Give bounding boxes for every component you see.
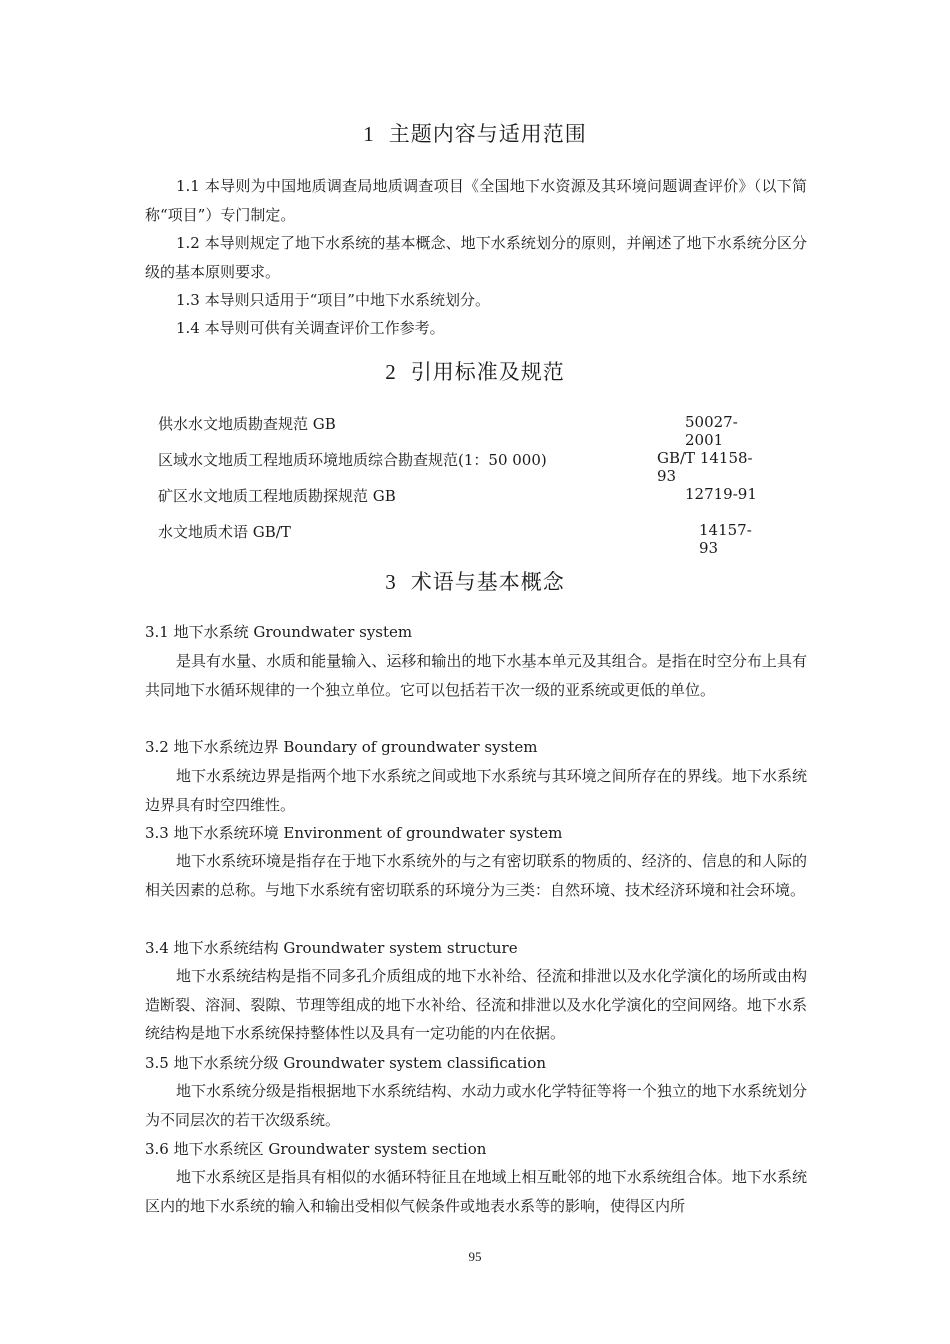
reference-code: 12719-91 [685, 485, 757, 503]
section-2-number: 2 [385, 360, 397, 384]
reference-row [158, 413, 768, 449]
term-text-3-6: 地下水系统区是指具有相似的水循环特征且在地域上相互毗邻的地下水系统组合体。地下水系统区内的地下水系统的输入和输出受相似气候条件或地表水系等的影响，使得区内所 [145, 1168, 807, 1215]
reference-name: 区域水文地质工程地质环境地质综合勘查规范(1：50 000) [158, 451, 547, 469]
reference-code: 14157-93 [699, 521, 752, 557]
paragraph-1-1: 1.1 本导则为中国地质调查局地质调查项目《全国地下水资源及其环境问题调查评价》（以下简称“项目”）专门制定。 [145, 177, 807, 224]
term-text-3-3: 地下水系统环境是指存在于地下水系统外的与之有密切联系的物质的、经济的、信息的和人际的相关因素的总称。与地下水系统有密切联系的环境分为三类：自然环境、技术经济环境和社会环境。 [145, 852, 807, 899]
term-text-3-2: 地下水系统边界是指两个地下水系统之间或地下水系统与其环境之间所存在的界线。地下水系统边界具有时空四维性。 [145, 767, 807, 814]
term-heading-3-1: 3.1 地下水系统 Groundwater system [145, 623, 413, 641]
term-heading-3-3: 3.3 地下水系统环境 Environment of groundwater system [145, 824, 563, 842]
term-text-3-1: 是具有水量、水质和能量输入、运移和输出的地下水基本单元及其组合。是指在时空分布上具有共同地下水循环规律的一个独立单位。它可以包括若干次一级的亚系统或更低的单位。 [145, 652, 807, 699]
term-heading-3-5: 3.5 地下水系统分级 Groundwater system classification [145, 1054, 547, 1072]
section-3-number: 3 [385, 570, 397, 594]
page-number: 95 [468, 1249, 482, 1264]
paragraph-1-4: 1.4 本导则可供有关调查评价工作参考。 [176, 319, 445, 337]
term-heading-3-2: 3.2 地下水系统边界 Boundary of groundwater system [145, 738, 538, 756]
section-1-title: 主题内容与适用范围 [388, 122, 587, 146]
section-1-heading [0, 118, 950, 148]
section-3-title: 术语与基本概念 [410, 570, 565, 594]
section-2-heading [0, 356, 950, 386]
reference-code: GB/T 14158-93 [657, 449, 753, 485]
reference-name: 水文地质术语 GB/T [158, 523, 291, 541]
section-1-number: 1 [363, 122, 375, 146]
section-2-title: 引用标准及规范 [410, 360, 565, 384]
reference-row [158, 449, 768, 485]
term-heading-3-4: 3.4 地下水系统结构 Groundwater system structure [145, 939, 518, 957]
paragraph-1-2: 1.2 本导则规定了地下水系统的基本概念、地下水系统划分的原则，并阐述了地下水系统分区分级的基本原则要求。 [145, 234, 807, 281]
reference-name: 矿区水文地质工程地质勘探规范 GB [158, 487, 396, 505]
reference-row [158, 485, 768, 507]
reference-row [158, 521, 768, 557]
term-text-3-4: 地下水系统结构是指不同多孔介质组成的地下水补给、径流和排泄以及水化学演化的场所或由构造断裂、溶洞、裂隙、节理等组成的地下水补给、径流和排泄以及水化学演化的空间网络。地下水系统结构是地下水系统保持整体性以及具有一定功能的内在依据。 [145, 967, 807, 1042]
reference-name: 供水水文地质勘查规范 GB [158, 415, 336, 433]
section-3-heading [0, 566, 950, 596]
term-heading-3-6: 3.6 地下水系统区 Groundwater system section [145, 1140, 487, 1158]
reference-code: 50027-2001 [685, 413, 738, 449]
term-text-3-5: 地下水系统分级是指根据地下水系统结构、水动力或水化学特征等将一个独立的地下水系统划分为不同层次的若干次级系统。 [145, 1082, 807, 1129]
paragraph-1-3: 1.3 本导则只适用于“项目”中地下水系统划分。 [176, 291, 490, 309]
